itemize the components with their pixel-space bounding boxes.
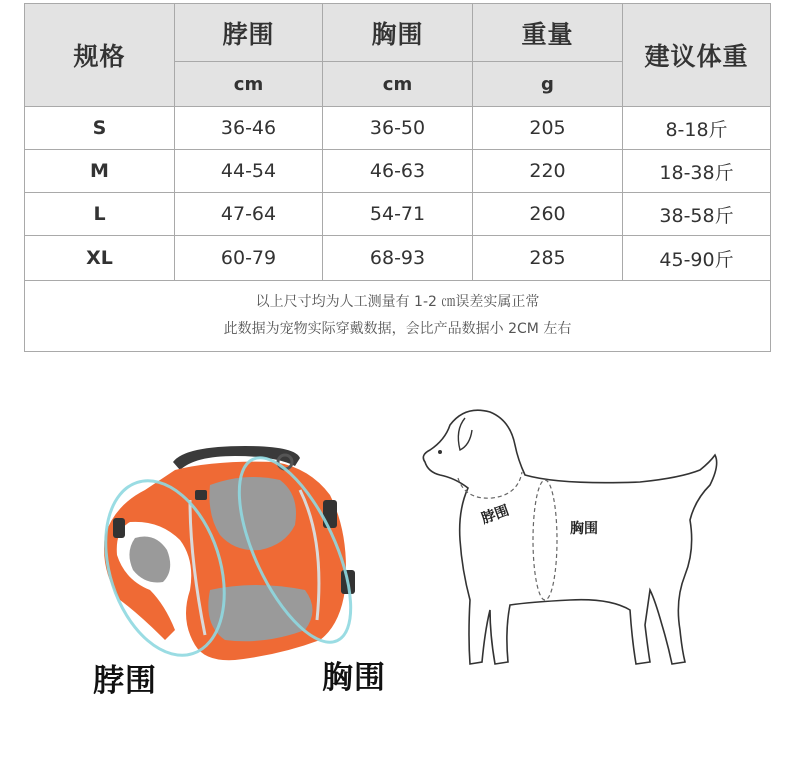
row-suggest-weight: 45-90斤 bbox=[622, 236, 770, 281]
row-neck: 47-64 bbox=[174, 193, 322, 236]
row-suggest-weight: 38-58斤 bbox=[622, 193, 770, 236]
row-suggest-weight: 8-18斤 bbox=[622, 107, 770, 150]
unit-chest: cm bbox=[322, 62, 472, 107]
header-spec: 规格 bbox=[25, 4, 174, 107]
row-neck: 36-46 bbox=[174, 107, 322, 150]
harness-neck-label: 脖围 bbox=[93, 663, 157, 699]
measurement-note bbox=[25, 281, 770, 351]
unit-neck: cm bbox=[174, 62, 322, 107]
row-neck: 44-54 bbox=[174, 150, 322, 193]
dog-chest-label: 胸围 bbox=[570, 521, 598, 537]
note-line-1: 以上尺寸均为人工测量有 1-2 ㎝误差实属正常 bbox=[255, 294, 540, 310]
row-weight: 260 bbox=[472, 193, 622, 236]
harness-mesh bbox=[129, 537, 170, 583]
row-size: M bbox=[25, 150, 174, 193]
harness-chest-label: 胸围 bbox=[322, 660, 386, 696]
header-weight: 重量 bbox=[472, 4, 622, 62]
dog-eye bbox=[438, 450, 442, 454]
header-neck: 脖围 bbox=[174, 4, 322, 62]
buckle-icon bbox=[113, 518, 125, 538]
row-size: S bbox=[25, 107, 174, 150]
row-chest: 36-50 bbox=[322, 107, 472, 150]
size-table bbox=[24, 3, 771, 352]
row-weight: 220 bbox=[472, 150, 622, 193]
row-size: XL bbox=[25, 236, 174, 281]
header-suggest-weight: 建议体重 bbox=[622, 4, 770, 107]
row-weight: 285 bbox=[472, 236, 622, 281]
row-chest: 68-93 bbox=[322, 236, 472, 281]
row-suggest-weight: 18-38斤 bbox=[622, 150, 770, 193]
row-chest: 46-63 bbox=[322, 150, 472, 193]
row-chest: 54-71 bbox=[322, 193, 472, 236]
buckle-icon bbox=[195, 490, 207, 500]
unit-weight: g bbox=[472, 62, 622, 107]
dog-diagram bbox=[410, 400, 730, 680]
row-weight: 205 bbox=[472, 107, 622, 150]
header-chest: 胸围 bbox=[322, 4, 472, 62]
dog-neck-label: 脖围 bbox=[479, 502, 512, 528]
harness-illustration bbox=[95, 440, 385, 680]
row-size: L bbox=[25, 193, 174, 236]
row-neck: 60-79 bbox=[174, 236, 322, 281]
note-line-2: 此数据为宠物实际穿戴数据，会比产品数据小 2CM 左右 bbox=[223, 321, 572, 337]
